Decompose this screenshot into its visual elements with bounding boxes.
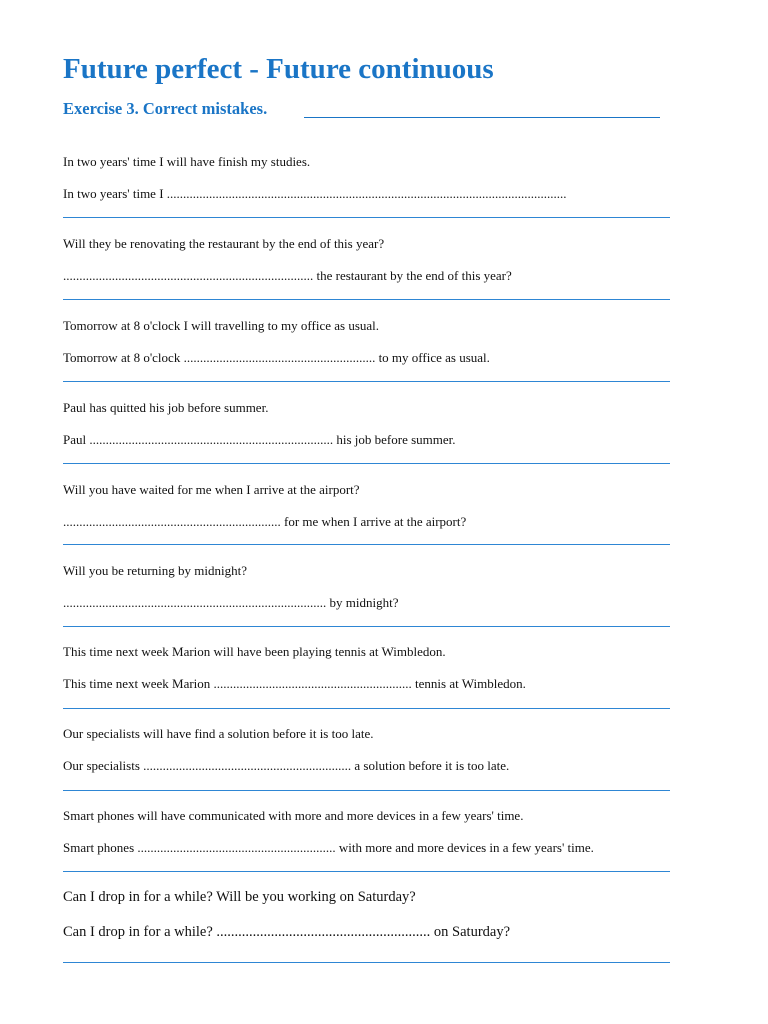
original-sentence: Will you have waited for me when I arrive at the airport? <box>63 482 360 497</box>
item-divider <box>63 871 670 872</box>
original-sentence: In two years' time I will have finish my studies. <box>63 154 311 169</box>
item-divider <box>63 544 670 545</box>
item-divider <box>63 463 670 464</box>
rewrite-prompt: ............................................................................. the restaurant by the end of this year? <box>63 268 512 283</box>
answer-name-line <box>304 117 660 118</box>
rewrite-prompt: Paul ........................................................................... his job before summer. <box>63 432 456 447</box>
worksheet-title: Future perfect - Future continuous <box>63 53 494 85</box>
rewrite-prompt: This time next week Marion ............................................................. tennis at Wimbledon. <box>63 676 526 691</box>
original-sentence: Tomorrow at 8 o'clock I will travelling to my office as usual. <box>63 318 380 333</box>
item-divider <box>63 790 670 791</box>
rewrite-prompt: ................................................................... for me when I arrive at the airport? <box>63 514 467 529</box>
rewrite-prompt: Our specialists ................................................................ a solution before it is too late. <box>63 758 510 773</box>
original-sentence: Smart phones will have communicated with more and more devices in a few years' time. <box>63 808 524 823</box>
original-sentence: This time next week Marion will have been playing tennis at Wimbledon. <box>63 644 446 659</box>
item-divider <box>63 217 670 218</box>
rewrite-prompt: In two years' time I ........................................................................................................................... <box>63 186 567 201</box>
item-divider <box>63 381 670 382</box>
exercise-header <box>63 98 660 120</box>
item-divider <box>63 962 670 963</box>
original-sentence: Paul has quitted his job before summer. <box>63 400 269 415</box>
rewrite-prompt: Smart phones ............................................................. with more and more devices in a few years' time. <box>63 840 594 855</box>
original-sentence: Will they be renovating the restaurant by the end of this year? <box>63 236 385 251</box>
original-sentence: Will you be returning by midnight? <box>63 563 247 578</box>
original-sentence: Our specialists will have find a solution before it is too late. <box>63 726 374 741</box>
rewrite-prompt: ................................................................................. by midnight? <box>63 595 399 610</box>
rewrite-prompt: Can I drop in for a while? ........................................................... on Saturday? <box>63 924 511 940</box>
item-divider <box>63 299 670 300</box>
item-divider <box>63 626 670 627</box>
item-divider <box>63 708 670 709</box>
original-sentence: Can I drop in for a while? Will be you working on Saturday? <box>63 889 416 905</box>
exercise-subtitle: Exercise 3. Correct mistakes. <box>63 99 268 118</box>
rewrite-prompt: Tomorrow at 8 o'clock ........................................................... to my office as usual. <box>63 350 490 365</box>
